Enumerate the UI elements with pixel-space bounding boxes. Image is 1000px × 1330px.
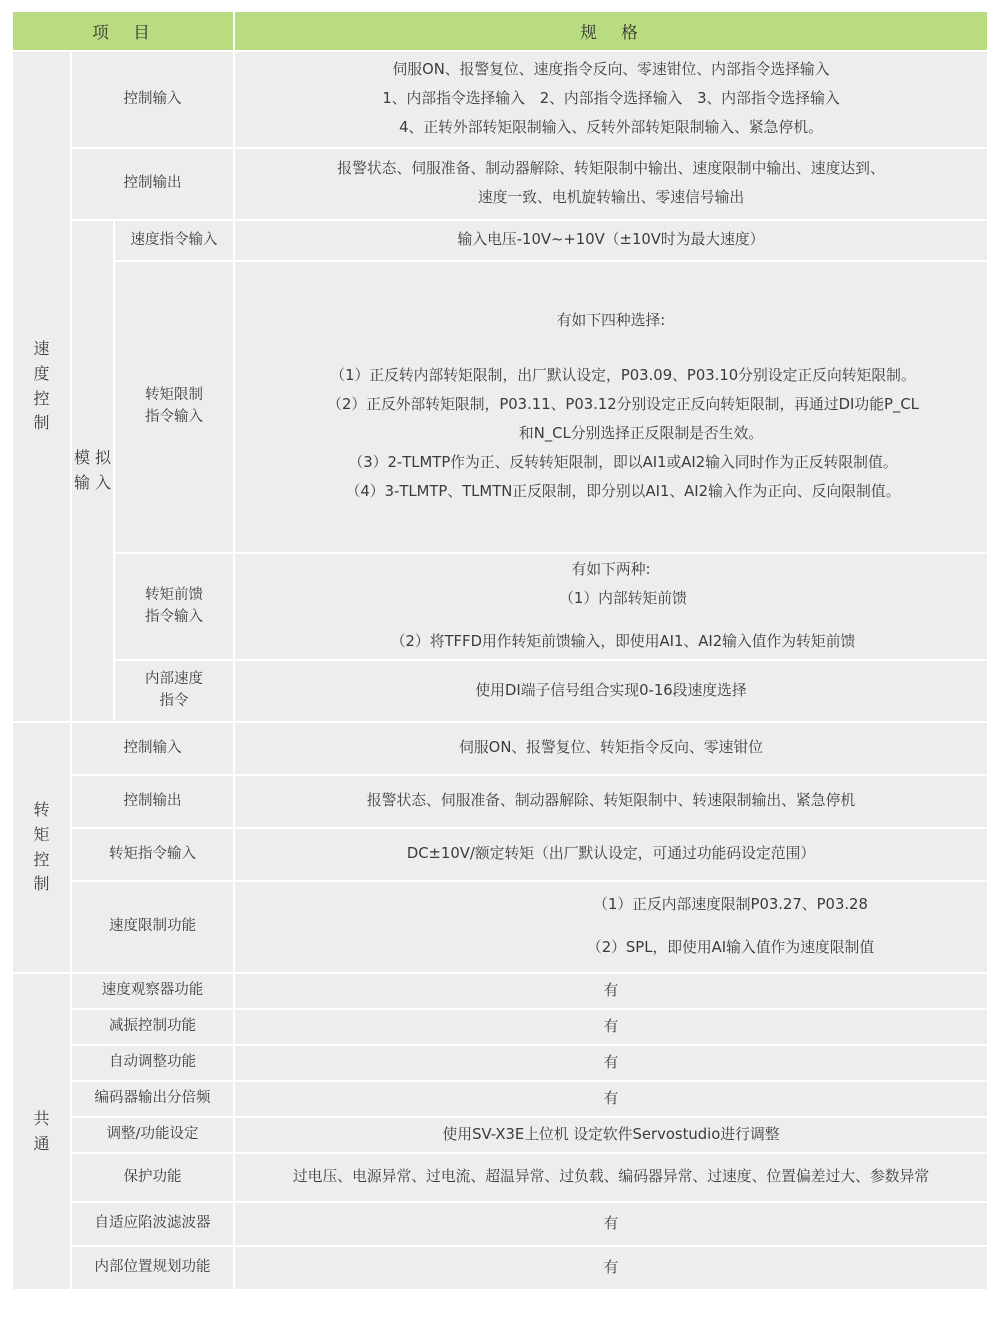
- table-row: [12, 660, 988, 722]
- row-spec-tuning-function-setting: 使用SV-X3E上位机 设定软件Servostudio进行调整: [234, 1117, 988, 1153]
- table-row: [12, 1045, 988, 1081]
- row-spec-protection-function: 过电压、电源异常、过电流、超温异常、过负载、编码器异常、过速度、位置偏差过大、参数异常: [234, 1153, 988, 1202]
- row-label-torque-limit-command-input: 转矩限制 指令输入: [114, 261, 234, 553]
- row-spec-control-input: [234, 51, 988, 148]
- row-spec-internal-speed-command: 使用DI端子信号组合实现0-16段速度选择: [234, 660, 988, 722]
- header-cell-item: 项 目: [12, 12, 234, 51]
- row-label-internal-position-planning-function: 内部位置规划功能: [71, 1246, 234, 1290]
- row-label-control-output: 控制输出: [71, 148, 234, 220]
- table-row: [12, 828, 988, 881]
- row-spec-control-output: [234, 148, 988, 220]
- row-spec-torque-command-input: DC±10V/额定转矩（出厂默认设定，可通过功能码设定范围）: [234, 828, 988, 881]
- row-spec-torque-feedforward-command-input: [234, 553, 988, 660]
- row-label-torque-control-input: 控制输入: [71, 722, 234, 775]
- row-spec-torque-control-input: 伺服ON、报警复位、转矩指令反向、零速钳位: [234, 722, 988, 775]
- spec-heading: 有如下四种选择:: [556, 312, 666, 330]
- group-label-text: 速: [33, 338, 50, 358]
- row-spec-speed-observer-function: 有: [234, 973, 988, 1009]
- row-spec-vibration-suppression-function: 有: [234, 1009, 988, 1045]
- row-label-encoder-output-frequency-division: 编码器输出分倍频: [71, 1081, 234, 1117]
- row-label-control-input: 控制输入: [71, 51, 234, 148]
- row-label-vibration-suppression-function: 减振控制功能: [71, 1009, 234, 1045]
- table-row: [12, 148, 988, 220]
- row-label-torque-feedforward-command-input: 转矩前馈 指令输入: [114, 553, 234, 660]
- spec-list-item-continuation: 和N_CL分别选择正反限制是否生效。: [518, 425, 764, 442]
- table-row: [12, 220, 988, 261]
- row-spec-speed-limit-function: [234, 881, 988, 973]
- spec-line: 速度一致、电机旋转输出、零速信号输出: [477, 189, 745, 206]
- table-row: [12, 1202, 988, 1246]
- spec-list-item: （2）将TFFD用作转矩前馈输入，即使用AI1、AI2输入值作为转矩前馈: [390, 632, 856, 650]
- row-spec-internal-position-planning-function: 有: [234, 1246, 988, 1290]
- table-row: [12, 1009, 988, 1045]
- spacer: [235, 267, 987, 307]
- spec-list-item: （2）正反外部转矩限制，P03.11、P03.12分别设定正反向转矩限制，再通过DI功能P_CL: [327, 396, 919, 414]
- row-label-speed-observer-function: 速度观察器功能: [71, 973, 234, 1009]
- header-cell-spec: 规 格: [234, 12, 988, 51]
- specification-table: [11, 12, 989, 1291]
- row-label-torque-control-output: 控制输出: [71, 775, 234, 828]
- row-spec-torque-control-output: 报警状态、伺服准备、制动器解除、转矩限制中、转速限制输出、紧急停机: [234, 775, 988, 828]
- spec-list-item: （2）SPL，即使用AI输入值作为速度限制值: [586, 939, 875, 956]
- row-spec-adaptive-notch-filter: 有: [234, 1202, 988, 1246]
- row-label-adaptive-notch-filter: 自适应陷波滤波器: [71, 1202, 234, 1246]
- spec-list-item: （1）正反内部速度限制P03.27、P03.28: [593, 896, 868, 914]
- row-label-auto-tuning-function: 自动调整功能: [71, 1045, 234, 1081]
- group-label-common: 共 通: [12, 973, 71, 1290]
- row-label-protection-function: 保护功能: [71, 1153, 234, 1202]
- row-label-torque-command-input: 转矩指令输入: [71, 828, 234, 881]
- row-spec-auto-tuning-function: 有: [234, 1045, 988, 1081]
- table-row: [12, 51, 988, 148]
- spec-list-item: （4）3-TLMTP、TLMTN正反限制，即分别以AI1、AI2输入作为正向、反向限制值。: [345, 482, 901, 500]
- spec-line: 1、内部指令选择输入 2、内部指令选择输入 3、内部指令选择输入: [382, 90, 840, 108]
- row-label-internal-speed-command: 内部速度 指令: [114, 660, 234, 722]
- row-label-tuning-function-setting: 调整/功能设定: [71, 1117, 234, 1153]
- group-label-speed-control: 速 度 控 制: [12, 51, 71, 722]
- table-row: [12, 553, 988, 660]
- row-label-speed-limit-function: 速度限制功能: [71, 881, 234, 973]
- spacer: [235, 336, 987, 362]
- spacer: [235, 614, 987, 628]
- row-spec-speed-command-input: 输入电压-10V~+10V（±10V时为最大速度）: [234, 220, 988, 261]
- table-row: [12, 1117, 988, 1153]
- group-label-torque-control: 转 矩 控 制: [12, 722, 71, 973]
- spec-list-item: （1）正反转内部转矩限制，出厂默认设定，P03.09、P03.10分别设定正反向转矩限制。: [330, 367, 916, 385]
- spec-list-item: （3）2-TLMTP作为正、反转转矩限制，即以AI1或AI2输入同时作为正反转限制值。: [348, 453, 898, 471]
- spec-line: 报警状态、伺服准备、制动器解除、转矩限制中输出、速度限制中输出、速度达到、: [337, 160, 885, 178]
- spec-line: 4、正转外部转矩限制输入、反转外部转矩限制输入、紧急停机。: [399, 118, 823, 136]
- row-spec-torque-limit-command-input: [234, 261, 988, 553]
- table-row: [12, 1153, 988, 1202]
- row-label-speed-command-input: 速度指令输入: [114, 220, 234, 261]
- table-row: [12, 261, 988, 553]
- table-row: [12, 775, 988, 828]
- table-header-row: [12, 12, 988, 51]
- subgroup-label-analog-input: 模 拟 输 入: [71, 220, 114, 722]
- table-row: [12, 881, 988, 973]
- spacer: [450, 920, 987, 934]
- table-row: [12, 973, 988, 1009]
- table-row: [12, 1081, 988, 1117]
- spacer: [235, 507, 987, 547]
- spec-list-item: （1）内部转矩前馈: [559, 590, 687, 608]
- table-row: [12, 1246, 988, 1290]
- table-row: [12, 722, 988, 775]
- row-spec-encoder-output-frequency-division: 有: [234, 1081, 988, 1117]
- spec-line: 伺服ON、报警复位、速度指令反向、零速钳位、内部指令选择输入: [392, 61, 830, 79]
- spec-heading: 有如下两种:: [571, 561, 651, 579]
